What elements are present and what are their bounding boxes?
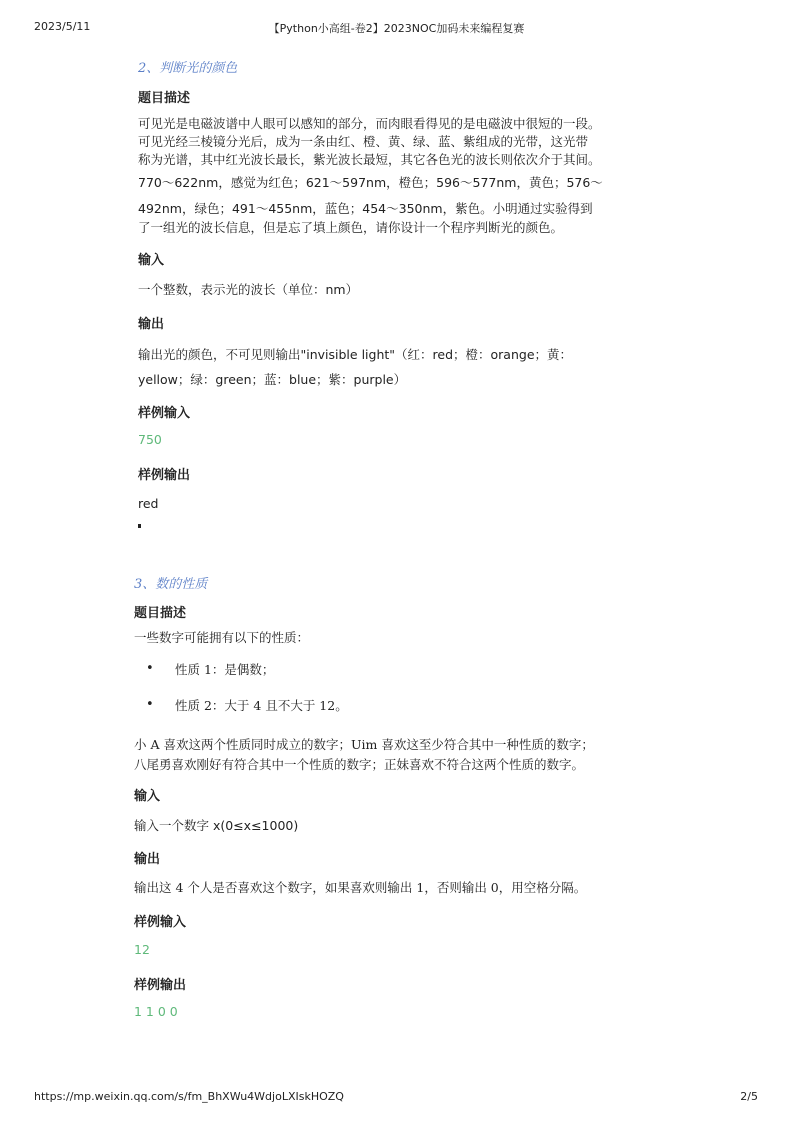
q2-desc-line: 可见光经三棱镜分光后，成为一条由红、橙、黄、绿、蓝、紫组成的光带，这光带 [138, 134, 589, 149]
q3-output-text: 输出这 4 个人是否喜欢这个数字，如果喜欢则输出 1，否则输出 0，用空格分隔。 [134, 880, 587, 895]
q3-desc-line: 小 A 喜欢这两个性质同时成立的数字；Uim 喜欢这至少符合其中一种性质的数字； [134, 737, 594, 752]
q2-sample-input-value: 750 [138, 432, 162, 447]
page-number: 2/5 [740, 1090, 758, 1103]
q2-desc-line: 了一组光的波长信息，但是忘了填上颜色，请你设计一个程序判断光的颜色。 [138, 220, 564, 235]
q2-input-text: 一个整数，表示光的波长（单位：nm） [138, 282, 359, 297]
q2-output-heading: 输出 [138, 317, 165, 332]
q3-bullet: 性质 1：是偶数； [175, 662, 275, 677]
q2-desc-line: 称为光谱，其中红光波长最长，紫光波长最短，其它各色光的波长则依次介于其间。 [138, 152, 601, 167]
cursor-mark [138, 524, 141, 528]
q2-sample-input-heading: 样例输入 [138, 406, 191, 421]
q2-output-line: yellow；绿：green；蓝：blue；紫：purple） [138, 372, 407, 387]
q2-desc-line: 492nm，绿色；491～455nm，蓝色；454～350nm，紫色。小明通过实验得到 [138, 201, 593, 216]
q2-sample-output-value: red [138, 496, 159, 511]
q3-title: 3、数的性质 [134, 577, 208, 592]
bullet-icon: • [146, 661, 154, 676]
q2-sample-output-heading: 样例输出 [138, 468, 191, 483]
q2-desc-line: 770～622nm，感觉为红色；621～597nm，橙色；596～577nm，黄色；576～ [138, 175, 603, 190]
q2-output-line: 输出光的颜色，不可见则输出"invisible light"（红：red；橙：orange；黄： [138, 347, 573, 362]
q2-desc-line: 可见光是电磁波谱中人眼可以感知的部分，而肉眼看得见的是电磁波中很短的一段。 [138, 116, 601, 131]
q3-bullet: 性质 2：大于 4 且不大于 12。 [175, 698, 348, 713]
q3-intro: 一些数字可能拥有以下的性质： [134, 630, 310, 645]
q3-sample-output-heading: 样例输出 [134, 978, 187, 993]
q3-desc-heading: 题目描述 [134, 606, 187, 621]
q2-desc-heading: 题目描述 [138, 91, 191, 106]
print-date: 2023/5/11 [34, 20, 91, 33]
q3-output-heading: 输出 [134, 852, 161, 867]
q2-title: 2、判断光的颜色 [138, 61, 238, 76]
q3-desc-line: 八尾勇喜欢刚好有符合其中一个性质的数字；正妹喜欢不符合这两个性质的数字。 [134, 757, 585, 772]
q3-input-text: 输入一个数字 x(0≤x≤1000) [134, 818, 299, 833]
bullet-icon: • [146, 697, 154, 712]
q3-sample-output-value: 1 1 0 0 [134, 1004, 178, 1019]
q2-input-heading: 输入 [138, 253, 165, 268]
q3-sample-input-heading: 样例输入 [134, 915, 187, 930]
page-header-title: 【Python小高组-卷2】2023NOC加码未来编程复赛 [268, 22, 525, 35]
q3-sample-input-value: 12 [134, 942, 150, 957]
source-url: https://mp.weixin.qq.com/s/fm_BhXWu4WdjoLXIskHOZQ [34, 1090, 344, 1103]
q3-input-heading: 输入 [134, 789, 161, 804]
